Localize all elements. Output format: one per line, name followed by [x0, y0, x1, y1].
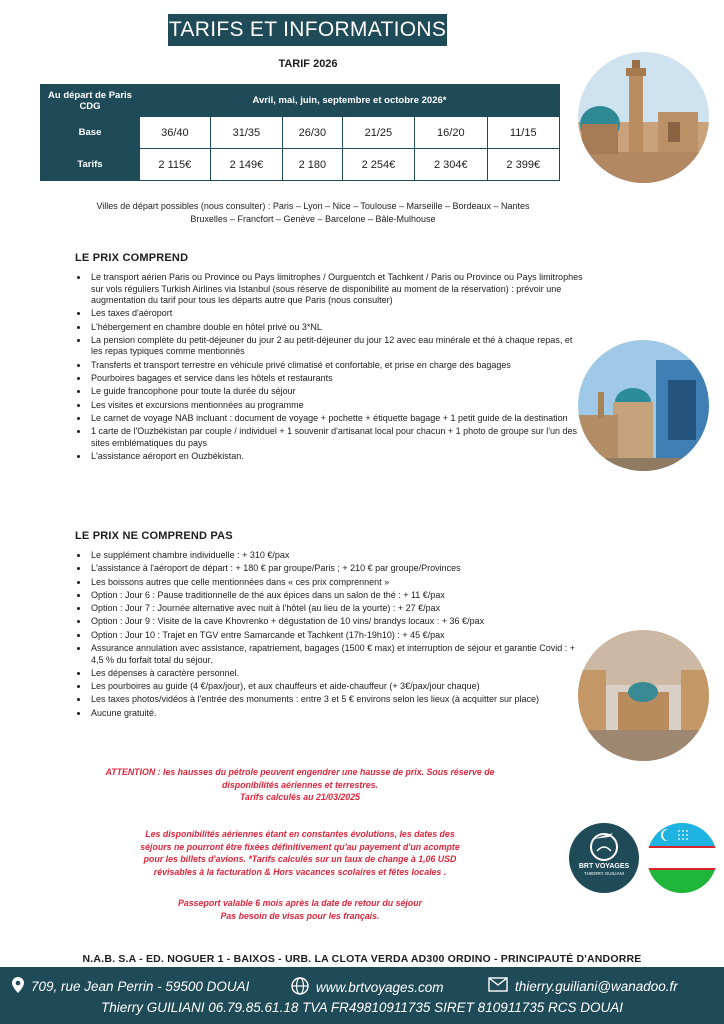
list-item: • Assurance annulation avec assistance, rapatriement, bagages (1500 € max) et interruption de séjour et garantie Covid : + 4,5 % du forfait total du séjour.	[89, 643, 583, 666]
logo-owner: THIERRY GUILIANI	[583, 871, 625, 876]
availability-line: séjours ne pourront être fixées définitivement qu'au payement d'un acompte	[140, 841, 460, 852]
list-item: • Les visites et excursions mentionnées au programme	[89, 400, 583, 412]
brt-voyages-logo	[569, 823, 639, 893]
list-comprend	[74, 272, 583, 464]
base-cell: 16/20	[415, 117, 487, 149]
attention-line: Tarifs calculés au 21/03/2025	[240, 792, 360, 802]
photo-minaret	[578, 52, 709, 183]
footer-website-text[interactable]: www.brtvoyages.com	[316, 980, 444, 995]
base-cell: 31/35	[210, 117, 282, 149]
base-cell: 21/25	[342, 117, 414, 149]
tarif-cell: 2 149€	[210, 149, 282, 181]
availability-line: Les disponibilités aériennes étant en constantes évolutions, les dates des	[145, 829, 455, 839]
list-item: • Transferts et transport terrestre en véhicule privé climatisé et confortable, et prise en charge des bagages	[89, 360, 583, 372]
list-item: • Les taxes d'aéroport	[89, 308, 583, 320]
footer-email[interactable]	[488, 977, 678, 995]
list-item: • L'assistance aéroport en Ouzbékistan.	[89, 451, 583, 463]
list-item: • Les dépenses à caractère personnel.	[89, 668, 583, 680]
tarif-cell: 2 399€	[487, 149, 559, 181]
photo-blue-domes	[578, 340, 709, 471]
tarif-year: TARIF 2026	[278, 58, 338, 70]
globe-icon	[291, 977, 309, 998]
base-label: Base	[41, 117, 140, 149]
list-item: • Option : Jour 10 : Trajet en TGV entre Samarcande et Tachkent (17h-19h10) : + 45 €/pax	[89, 630, 583, 642]
section-heading-comprend: LE PRIX COMPREND	[75, 252, 189, 264]
list-item: • Option : Jour 9 : Visite de la cave Khovrenko + dégustation de 10 vins/ brandys locaux : + 36 €/pax	[89, 616, 583, 628]
base-cell: 11/15	[487, 117, 559, 149]
list-item: • Le carnet de voyage NAB incluant : document de voyage + pochette + étiquette bagage + 1 petit guide de la destination	[89, 413, 583, 425]
list-item: • Le supplément chambre individuelle : + 310 €/pax	[89, 550, 583, 562]
list-item: • Les pourboires au guide (4 €/pax/jour), et aux chauffeurs et aide-chauffeur (+ 3€/pax/jour chaque)	[89, 681, 583, 693]
tarif-cell: 2 180	[283, 149, 343, 181]
list-item: • Option : Jour 6 : Pause traditionnelle de thé aux épices dans un salon de thé : + 11 €/pax	[89, 590, 583, 602]
footer-website[interactable]	[291, 977, 444, 998]
departure-cities	[38, 200, 588, 226]
page-title: TARIFS ET INFORMATIONS	[168, 14, 447, 46]
tarif-table	[40, 84, 560, 181]
list-ne-comprend	[74, 550, 583, 721]
footer	[0, 967, 724, 1024]
period-header: Avril, mai, juin, septembre et octobre 2026*	[140, 85, 560, 117]
list-item: • Pourboires bagages et service dans les hôtels et restaurants	[89, 373, 583, 385]
passport-line: Passeport valable 6 mois après la date de retour du séjour	[178, 898, 422, 908]
footer-email-text[interactable]: thierry.guiliani@wanadoo.fr	[515, 978, 678, 994]
list-item: • 1 carte de l'Ouzbékistan par couple / individuel + 1 souvenir d'artisanat local pour chacun + 1 photo de groupe sur l'un des sites emblématiques du pays	[89, 426, 583, 449]
list-item: • Le guide francophone pour toute la durée du séjour	[89, 386, 583, 398]
list-item: • Option : Jour 7 : Journée alternative avec nuit à l'hôtel (au lieu de la yourte) : + 27 €/pax	[89, 603, 583, 615]
section-heading-ne-comprend: LE PRIX NE COMPREND PAS	[75, 530, 233, 542]
list-item: • La pension complète du petit-déjeuner du jour 2 au petit-déjeuner du jour 12 avec eau minérale et thé à chaque repas, et les repas typiques comme mentionnés	[89, 335, 583, 358]
availability-line: révisables à la facturation & Hors vacances scolaires et fêtes locales .	[153, 866, 447, 877]
location-pin-icon	[12, 977, 24, 996]
company-address: N.A.B. S.A - ED. NOGUER 1 - BAIXOS - URB. LA CLOTA VERDA AD300 ORDINO - PRINCIPAUTÉ D'ANDORRE	[82, 953, 642, 965]
footer-street	[12, 977, 249, 996]
list-item: • L'hébergement en chambre double en hôtel privé ou 3*NL	[89, 322, 583, 334]
list-item: • Aucune gratuité.	[89, 708, 583, 720]
departure-cities-line: Bruxelles – Francfort – Genève – Barcelone – Bâle-Mulhouse	[190, 214, 436, 224]
footer-street-text: 709, rue Jean Perrin - 59500 DOUAI	[31, 979, 250, 994]
photo-registan	[578, 630, 709, 761]
departure-header: Au départ de Paris CDG	[41, 85, 140, 117]
list-item: • Le transport aérien Paris ou Province ou Pays limitrophes / Ourguentch et Tachkent / Paris ou Province ou Pays limitrophes sur vols réguliers Turkish Airlines via Istanbul (sous réserve de disponibilité au moment de la réservation) : prévoir une augmentation du tarif pour tous les départs autre que Paris (nous consulter)	[89, 272, 583, 307]
attention-line: ATTENTION : les hausses du pétrole peuvent engendrer une hausse de prix. Sous réserve de	[105, 767, 495, 777]
availability-line: pour les billets d'avions. *Tarifs calculés sur un taux de change à 1,06 USD	[143, 854, 457, 864]
attention-line: disponibilités aériennes et terrestres.	[222, 779, 378, 790]
base-cell: 36/40	[140, 117, 211, 149]
attention-note	[40, 766, 560, 804]
list-item: • Les taxes photos/vidéos à l'entrée des monuments : entre 3 et 5 € environs selon les lieux (à acquitter sur place)	[89, 694, 583, 706]
tarifs-label: Tarifs	[41, 149, 140, 181]
passport-line: Pas besoin de visas pour les français.	[220, 910, 380, 921]
list-item: • Les boissons autres que celle mentionnées dans « ces prix comprennent »	[89, 577, 583, 589]
availability-note	[40, 828, 560, 878]
uzbekistan-flag-icon	[647, 823, 717, 893]
logo-name: BRT VOYAGES	[578, 863, 630, 870]
footer-legal: Thierry GUILIANI 06.79.85.61.18 TVA FR49810911735 SIRET 810911735 RCS DOUAI	[100, 1000, 624, 1015]
tarif-cell: 2 254€	[342, 149, 414, 181]
list-item: • L'assistance à l'aéroport de départ : + 180 € par groupe/Paris ; + 210 € par groupe/Provinces	[89, 563, 583, 575]
tarif-cell: 2 304€	[415, 149, 487, 181]
passport-note	[40, 897, 560, 922]
base-cell: 26/30	[283, 117, 343, 149]
departure-cities-line: Villes de départ possibles (nous consulter) : Paris – Lyon – Nice – Toulouse – Marseille – Bordeaux – Nantes	[96, 201, 530, 211]
envelope-icon	[488, 977, 508, 995]
tarif-cell: 2 115€	[140, 149, 211, 181]
